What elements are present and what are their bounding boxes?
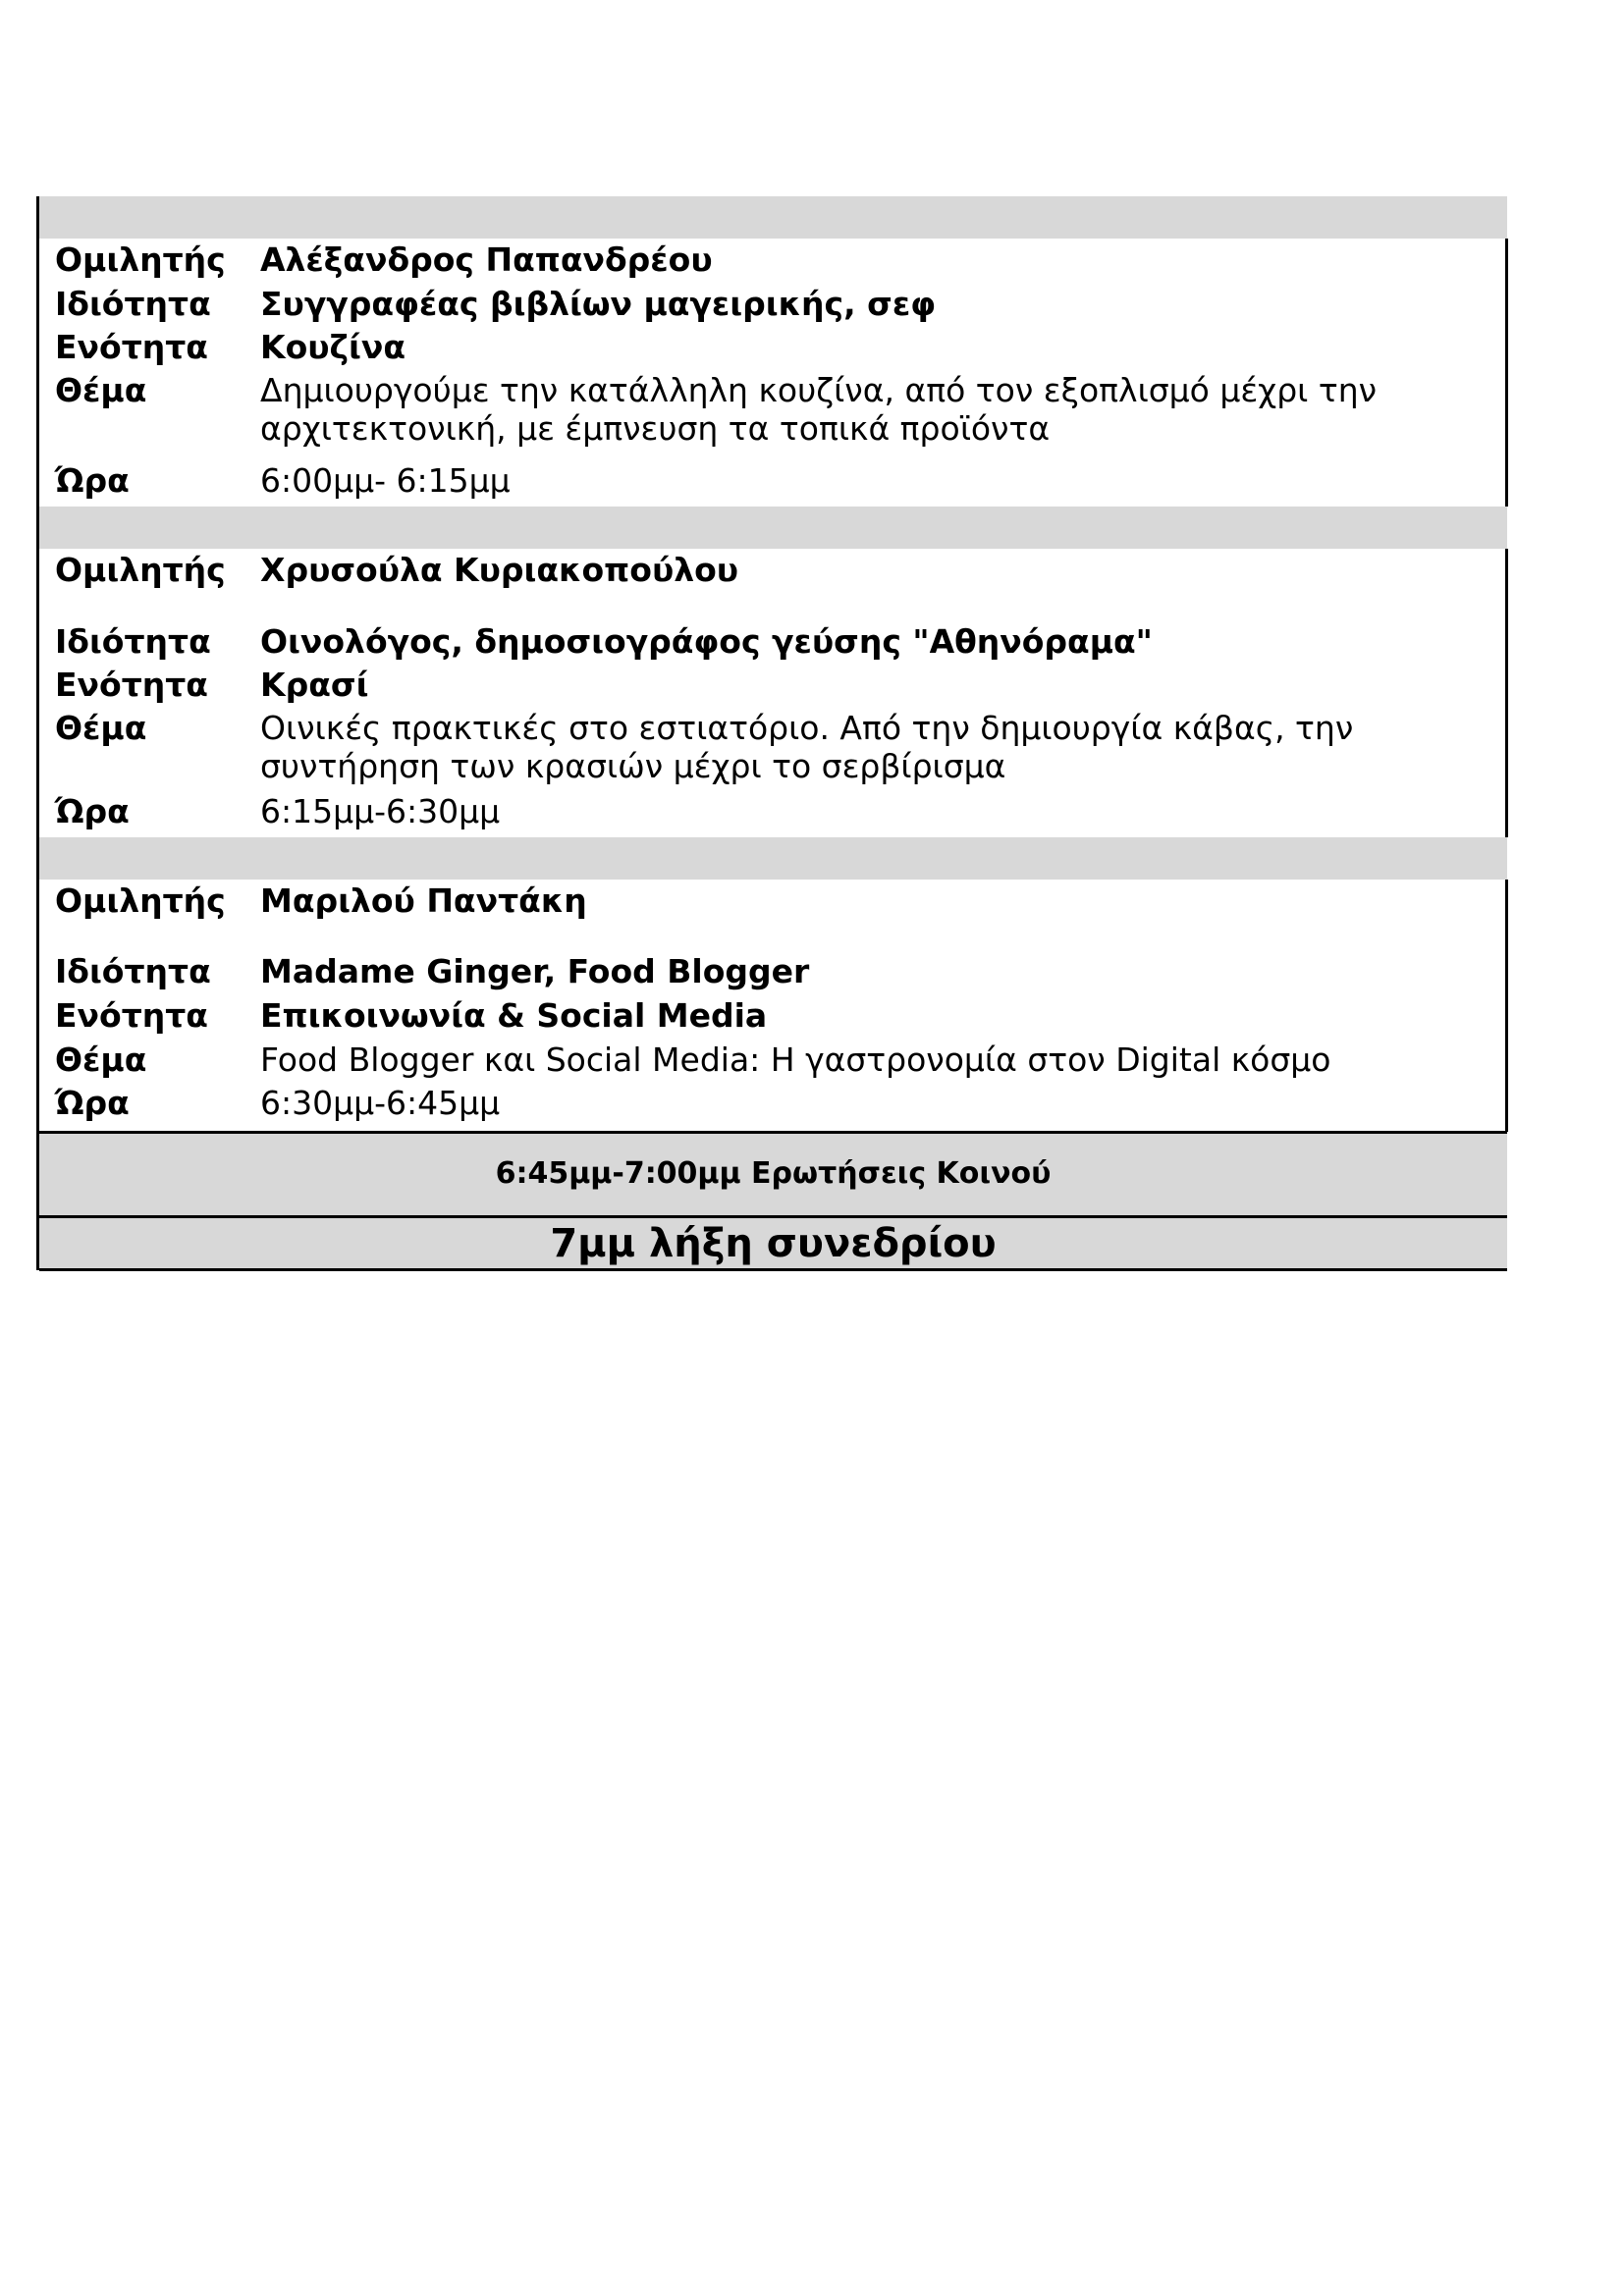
topic-row [39,1041,1502,1080]
time-label: Ώρα [55,1084,130,1122]
section-band [39,837,1507,880]
role-row [39,285,1502,324]
section-value: Κρασί [260,666,369,704]
topic-label: Θέμα [55,709,147,747]
time-value: 6:15μμ-6:30μμ [260,792,501,830]
role-value: Οινολόγος, δημοσιογράφος γεύσης "Αθηνόραμα" [260,622,1153,661]
speaker-row [39,881,1502,921]
schedule-table [36,196,1504,1270]
qa-text: 6:45μμ-7:00μμ Ερωτήσεις Κοινού [495,1156,1052,1191]
topic-value: Food Blogger και Social Media: Η γαστρονομία στον Digital κόσμο [260,1041,1331,1079]
time-row [39,461,1502,501]
section-value: Επικοινωνία & Social Media [260,996,768,1035]
speaker-row [39,240,1502,280]
section-label: Ενότητα [55,328,208,366]
speaker-name: Χρυσούλα Κυριακοπούλου [260,551,739,589]
topic-value: Οινικές πρακτικές στο εστιατόριο. Από την δημιουργία κάβας, την συντήρηση των κρασιών μέχρι το σερβίρισμα [260,709,1354,785]
topic-label: Θέμα [55,1041,147,1079]
time-row [39,792,1502,831]
divider-line [39,1268,1507,1271]
speaker-label: Ομιλητής [55,551,226,589]
section-row [39,666,1502,705]
closing-row [39,1218,1507,1268]
section-label: Ενότητα [55,996,208,1035]
time-label: Ώρα [55,461,130,500]
topic-row [39,709,1502,787]
time-value: 6:30μμ-6:45μμ [260,1084,501,1122]
section-band [39,507,1507,549]
topic-row [39,371,1502,450]
time-label: Ώρα [55,792,130,830]
table-right-border [1505,880,1508,1132]
qa-row [39,1134,1507,1215]
table-right-border [1505,549,1508,837]
role-label: Ιδιότητα [55,622,211,661]
role-value: Συγγραφέας βιβλίων μαγειρικής, σεφ [260,285,937,323]
role-row [39,622,1502,662]
section-value: Κουζίνα [260,328,406,366]
time-value: 6:00μμ- 6:15μμ [260,461,511,500]
section-band [39,196,1507,239]
topic-value: Δημιουργούμε την κατάλληλη κουζίνα, από τον εξοπλισμό μέχρι την αρχιτεκτονική, με έμπνευση τα τοπικά προϊόντα [260,371,1378,448]
time-row [39,1084,1502,1123]
table-right-border [1505,239,1508,507]
role-row [39,952,1502,991]
speaker-label: Ομιλητής [55,881,226,920]
closing-text: 7μμ λήξη συνεδρίου [550,1221,997,1266]
speaker-row [39,551,1502,590]
speaker-name: Μαριλού Παντάκη [260,881,587,920]
role-value: Madame Ginger, Food Blogger [260,952,810,990]
role-label: Ιδιότητα [55,285,211,323]
section-row [39,996,1502,1036]
topic-label: Θέμα [55,371,147,409]
speaker-label: Ομιλητής [55,240,226,279]
role-label: Ιδιότητα [55,952,211,990]
section-label: Ενότητα [55,666,208,704]
section-row [39,328,1502,367]
speaker-name: Αλέξανδρος Παπανδρέου [260,240,713,279]
